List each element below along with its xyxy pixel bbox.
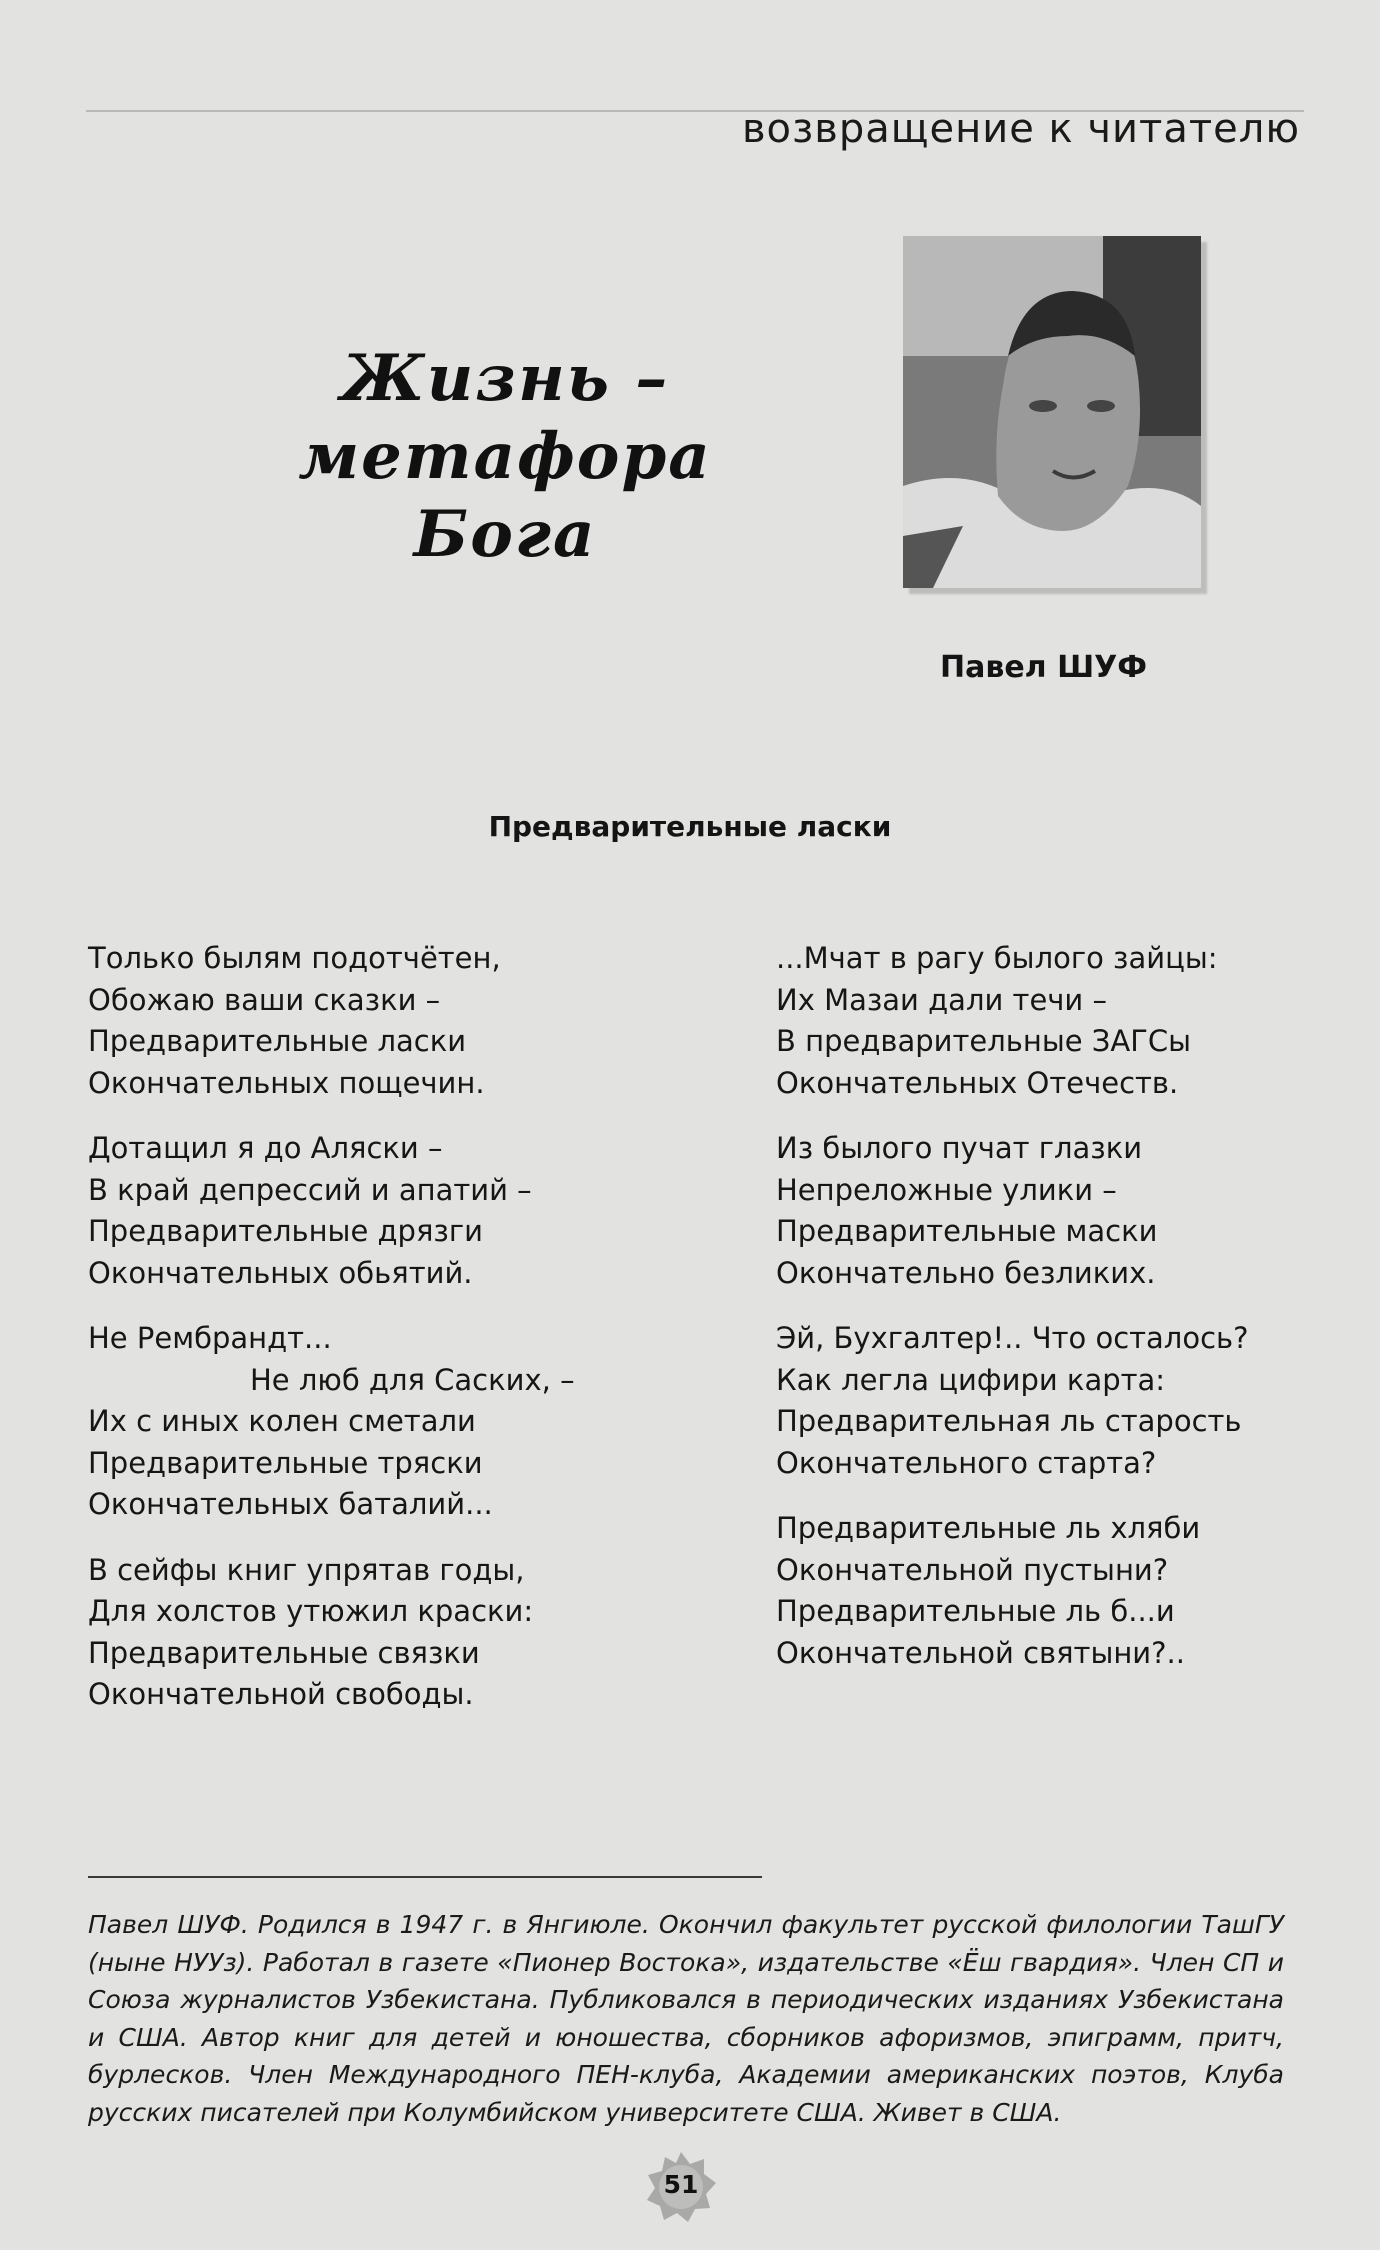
poem-line: Окончательного старта?: [776, 1445, 1157, 1480]
stanza: [776, 1128, 1336, 1294]
poem-line: Окончательных Отечеств.: [776, 1065, 1179, 1100]
poem-line: Предварительные тряски: [88, 1445, 483, 1480]
poem-line: Предварительные ль б...и: [776, 1594, 1175, 1628]
footnote-rule: [88, 1876, 762, 1878]
poem-line: Окончательной святыни?..: [776, 1635, 1185, 1670]
section-title: возвращение к читателю: [741, 106, 1300, 152]
stanza: [776, 1508, 1336, 1674]
poem-line: Предварительные маски: [776, 1214, 1158, 1248]
poem-line: Предварительная ль старость: [776, 1404, 1242, 1438]
stanza: [88, 1128, 708, 1294]
poem-line: Дотащил я до Аляски –: [88, 1131, 443, 1165]
poem-line: Предварительные ласки: [88, 1024, 467, 1058]
author-name: Павел ШУФ: [940, 650, 1148, 685]
stanza: [776, 1318, 1336, 1484]
poem-line: Для холстов утюжил краски:: [88, 1594, 534, 1628]
poem-column-right: [776, 938, 1336, 1698]
poem-line: Окончательных пощечин.: [88, 1065, 485, 1100]
poem-line: Из былого пучат глазки: [776, 1131, 1143, 1165]
author-photo: [903, 236, 1201, 588]
author-biography: Павел ШУФ. Родился в 1947 г. в Янгиюле. Окончил факультет русской филологии ТашГУ (ныне НУУз). Работал в газете «Пионер Востока», издательстве «Ёш гвардия». Член СП и Союза журналистов Узбекистана. Публиковался в периодических изданиях Узбекистана и США. Автор книг для детей и юношества, сборников афоризмов, эпиграмм, притч, бурлесков. Член Международного ПЕН-клуба, Академии американских поэтов, Клуба русских писателей при Колумбийском университете США. Живет в США.: [88, 1910, 1284, 2127]
poem-line: В край депрессий и апатий –: [88, 1172, 532, 1207]
poem-line: ...Мчат в рагу былого зайцы:: [776, 941, 1218, 975]
article-title-line-1: Жизнь – метафора: [298, 341, 712, 494]
poem-line: Только былям подотчётен,: [88, 941, 501, 975]
poem-column-left: [88, 938, 708, 1740]
poem-line: В предварительные ЗАГСы: [776, 1024, 1192, 1058]
poem-line: Окончательных баталий...: [88, 1487, 493, 1521]
article-title: [140, 340, 870, 574]
poem-line: Окончательно безликих.: [776, 1255, 1156, 1290]
poem-line: Не люб для Саских, –: [250, 1362, 575, 1397]
poem-line: Обожаю ваши сказки –: [88, 982, 441, 1017]
poem-line: Предварительные дрязги: [88, 1214, 483, 1248]
poem-line: Их Мазаи дали течи –: [776, 982, 1107, 1017]
poem-line: Не Рембрандт...: [88, 1321, 332, 1355]
article-title-line-2: Бога: [413, 497, 597, 572]
page-number: 51: [663, 2170, 699, 2199]
poem-line: В сейфы книг упрятав годы,: [88, 1552, 525, 1587]
poem-line: Их с иных колен сметали: [88, 1404, 476, 1438]
author-portrait-image: [903, 236, 1201, 588]
poem-title: Предварительные ласки: [488, 810, 892, 843]
stanza: [88, 1318, 708, 1526]
stanza: [776, 938, 1336, 1104]
poem-line: Как легла цифири карта:: [776, 1362, 1166, 1397]
poem-line: Окончательной пустыни?: [776, 1552, 1169, 1587]
stanza: [88, 938, 708, 1104]
poem-line: Эй, Бухгалтер!.. Что осталось?: [776, 1321, 1249, 1355]
stanza: [88, 1550, 708, 1716]
poem-line: Предварительные ль хляби: [776, 1511, 1201, 1545]
poem-line: Предварительные связки: [88, 1635, 480, 1670]
poem-line: Окончательной свободы.: [88, 1677, 474, 1711]
poem-line: Окончательных обьятий.: [88, 1255, 473, 1290]
poem-line: Непреложные улики –: [776, 1172, 1117, 1207]
